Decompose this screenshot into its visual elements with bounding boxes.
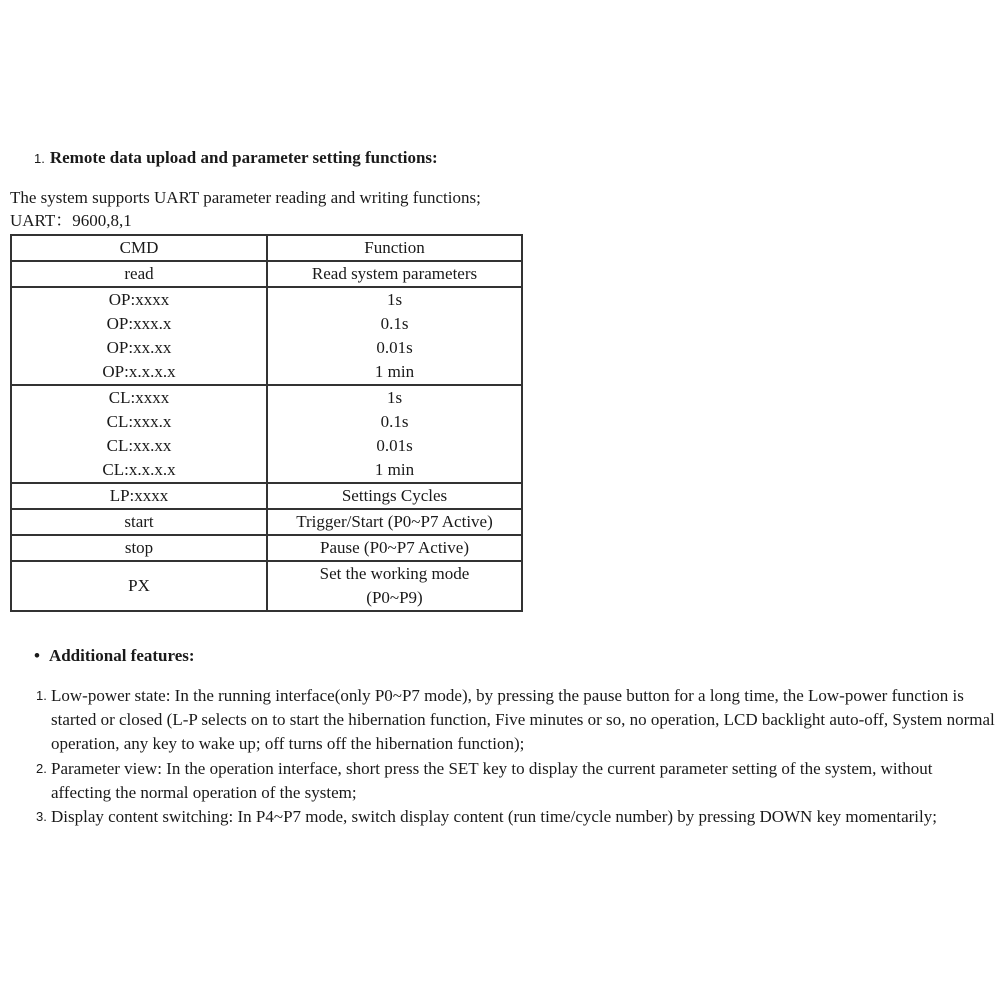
function-cell-group [267,385,522,483]
function-cell: Read system parameters [267,261,522,287]
feature-number: 3. [36,809,47,824]
cmd-cell-group [11,385,267,483]
cmd-cell: stop [11,535,267,561]
section-2-title: Additional features: [48,646,195,665]
bullet-icon: • [34,646,40,665]
function-line: 0.1s [380,314,409,333]
function-cell-group [267,287,522,385]
intro-text: The system supports UART parameter reading and writing functions; [10,188,481,207]
feature-number: 2. [36,761,47,776]
cmd-cell: LP:xxxx [11,483,267,509]
feature-item [36,757,996,805]
section-1-number: 1. [34,151,45,166]
function-cell: Pause (P0~P7 Active) [267,535,522,561]
table-row-op-group [11,287,522,385]
header-cmd: CMD [11,235,267,261]
function-line: 1s [386,388,403,407]
function-line: 1s [386,290,403,309]
cmd-cell: start [11,509,267,535]
function-line: 0.01s [376,338,413,357]
cmd-line: CL:xxx.x [106,412,172,431]
cmd-line: CL:x.x.x.x [102,460,176,479]
cmd-line: OP:x.x.x.x [102,362,176,381]
cmd-cell-group [11,287,267,385]
table-row [11,261,522,287]
function-line: 1 min [374,460,415,479]
function-cell: Trigger/Start (P0~P7 Active) [267,509,522,535]
feature-item [36,805,996,829]
feature-text: Low-power state: In the running interface(only P0~P7 mode), by pressing the pause button for a long time, the Low-power function is started or closed (L-P selects on to start the hibernation function, Five minutes or so, no operation, LCD backlight auto-off, System normal operation, any key to wake up; off turns off the hibernation function); [51,686,995,753]
function-line: Set the working mode [319,564,470,583]
cmd-line: OP:xxxx [108,290,170,309]
feature-text: Parameter view: In the operation interface, short press the SET key to display the current parameter setting of the system, without affecting the normal operation of the system; [51,759,933,802]
uart-setting-text: UART：9600,8,1 [10,211,132,230]
cmd-line: OP:xx.xx [106,338,172,357]
table-row [11,561,522,611]
feature-text: Display content switching: In P4~P7 mode, switch display content (run time/cycle number) by pressing DOWN key momentarily; [51,807,937,826]
cmd-line: CL:xxxx [108,388,170,407]
function-line: (P0~P9) [366,588,423,607]
function-line: 0.1s [380,412,409,431]
section-1-title: Remote data upload and parameter setting functions: [49,148,438,167]
table-row [11,509,522,535]
function-cell [267,561,522,611]
function-cell: Settings Cycles [267,483,522,509]
table-row [11,483,522,509]
cmd-cell: read [11,261,267,287]
table-header-row [11,235,522,261]
table-row [11,535,522,561]
feature-number: 1. [36,688,47,703]
cmd-line: CL:xx.xx [106,436,172,455]
header-function: Function [267,235,522,261]
section-2-heading [34,646,195,666]
table-row-cl-group [11,385,522,483]
cmd-line: OP:xxx.x [106,314,172,333]
feature-item [36,684,996,756]
section-1-heading [34,148,438,168]
function-line: 1 min [374,362,415,381]
cmd-cell: PX [11,561,267,611]
function-line: 0.01s [376,436,413,455]
command-table [10,234,523,612]
